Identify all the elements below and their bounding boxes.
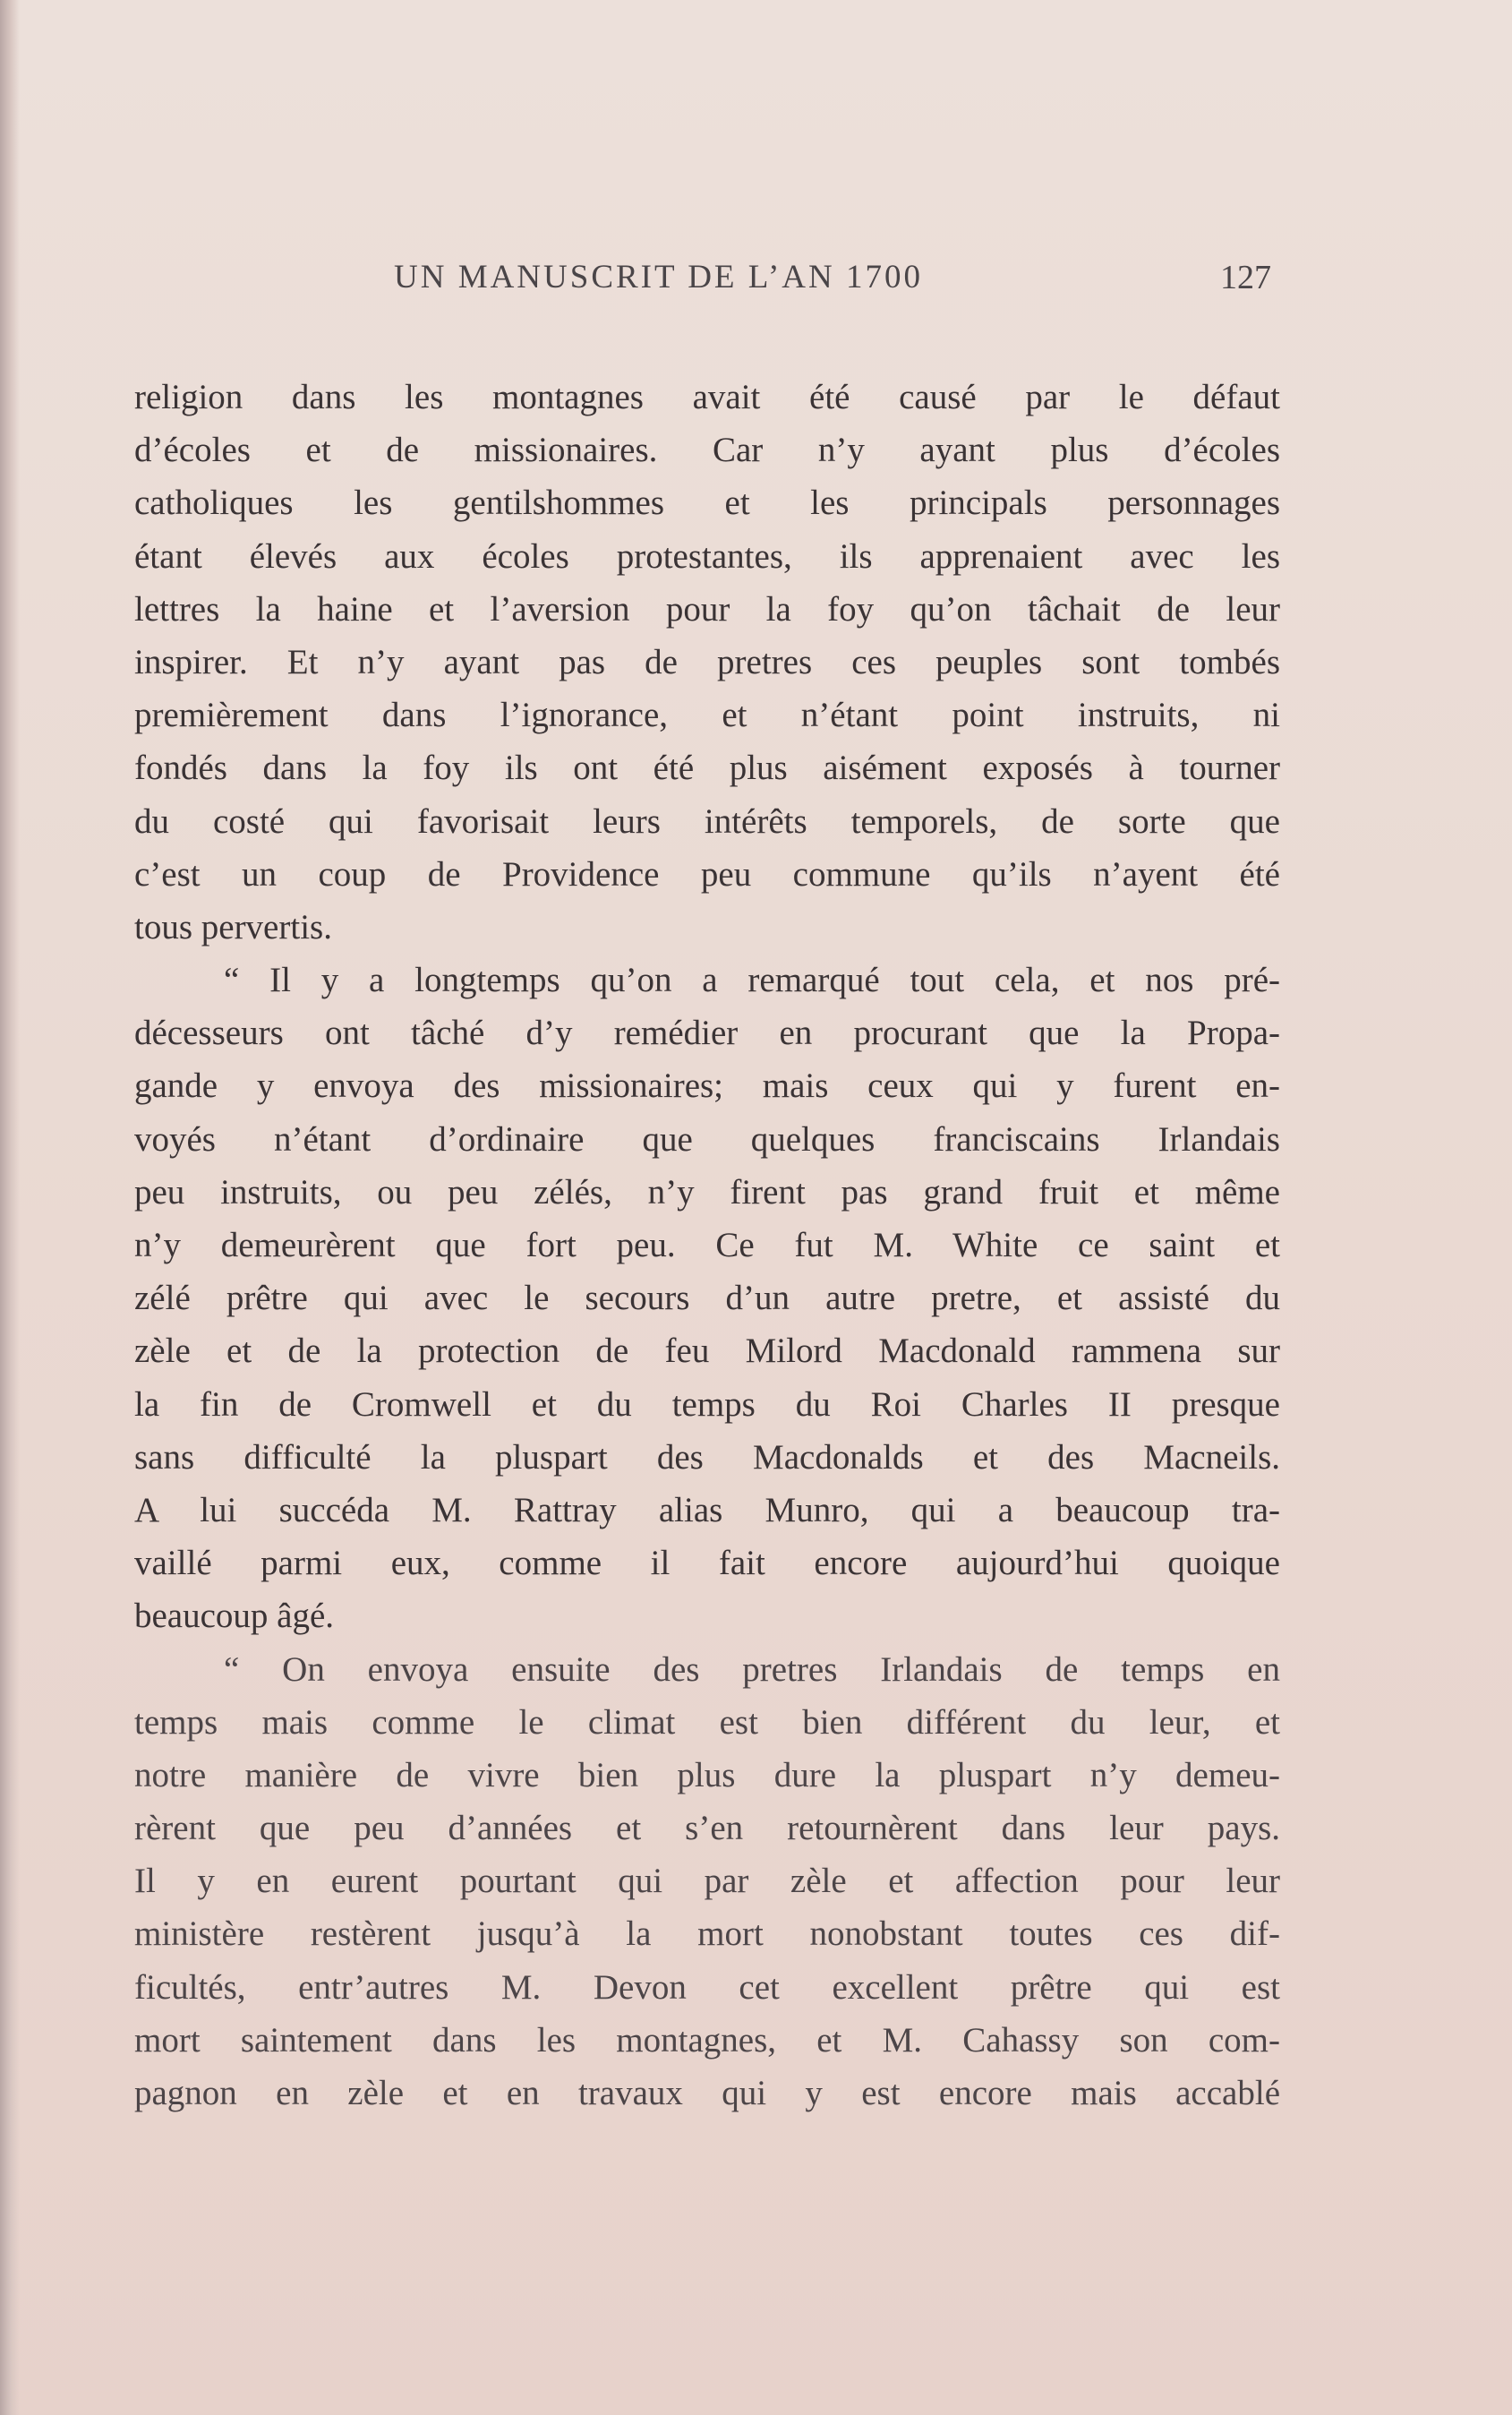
text-line: c’est un coup de Providence peu commune qu’ils n’ayent été xyxy=(134,854,1280,894)
text-line: religion dans les montagnes avait été causé par le défaut xyxy=(134,378,1280,416)
text-line: premièrement dans l’ignorance, et n’étant point instruits, ni xyxy=(134,696,1280,735)
text-line: fondés dans la foy ils ont été plus aisément exposés à tourner xyxy=(134,749,1280,788)
text-line: décesseurs ont tâché d’y remédier en procurant que la Propa- xyxy=(134,1014,1280,1053)
page-number: 127 xyxy=(1220,259,1271,296)
text-line: Il y en eurent pourtant qui par zèle et affection pour leur xyxy=(134,1862,1280,1901)
text-line: temps mais comme le climat est bien différent du leur, et xyxy=(134,1702,1280,1742)
text-line-paragraph-start: “ Il y a longtemps qu’on a remarqué tout cela, et nos pré- xyxy=(224,961,1280,1000)
text-line-paragraph-end: beaucoup âgé. xyxy=(134,1597,335,1636)
text-line: zèle et de la protection de feu Milord Macdonald rammena sur xyxy=(134,1332,1280,1371)
text-line: étant élevés aux écoles protestantes, ils apprenaient avec les xyxy=(134,536,1280,576)
text-line: pagnon en zèle et en travaux qui y est encore mais accablé xyxy=(134,2074,1280,2112)
text-line: rèrent que peu d’années et s’en retournèrent dans leur pays. xyxy=(134,1809,1280,1848)
text-line: peu instruits, ou peu zélés, n’y firent pas grand fruit et même xyxy=(134,1172,1280,1212)
text-line-paragraph-end: tous pervertis. xyxy=(134,907,332,946)
body-text xyxy=(134,371,1280,2120)
text-line: mort saintement dans les montagnes, et M. Cahassy son com- xyxy=(134,2020,1280,2060)
text-line: notre manière de vivre bien plus dure la pluspart n’y demeu- xyxy=(134,1755,1280,1794)
text-line: voyés n’étant d’ordinaire que quelques franciscains Irlandais xyxy=(134,1119,1280,1159)
text-line: ficultés, entr’autres M. Devon cet excellent prêtre qui est xyxy=(134,1967,1280,2007)
text-line: vaillé parmi eux, comme il fait encore aujourd’hui quoique xyxy=(134,1544,1280,1583)
binding-edge xyxy=(0,0,20,2415)
text-line: la fin de Cromwell et du temps du Roi Charles II presque xyxy=(134,1384,1280,1424)
text-line: zélé prêtre qui avec le secours d’un autre pretre, et assisté du xyxy=(134,1279,1280,1318)
text-line: A lui succéda M. Rattray alias Munro, qui a beaucoup tra- xyxy=(134,1490,1280,1529)
text-line: sans difficulté la pluspart des Macdonalds et des Macneils. xyxy=(134,1437,1280,1477)
running-header xyxy=(394,258,1271,301)
text-line: catholiques les gentilshommes et les principals personnages xyxy=(134,484,1280,523)
running-title: UN MANUSCRIT DE L’AN 1700 xyxy=(394,259,923,295)
text-line: lettres la haine et l’aversion pour la foy qu’on tâchait de leur xyxy=(134,589,1280,629)
text-line: gande y envoya des missionaires; mais ceux qui y furent en- xyxy=(134,1066,1280,1106)
text-line-paragraph-start: “ On envoya ensuite des pretres Irlandais de temps en xyxy=(224,1649,1280,1689)
text-line: d’écoles et de missionaires. Car n’y ayant plus d’écoles xyxy=(134,431,1280,470)
text-line: du costé qui favorisait leurs intérêts temporels, de sorte que xyxy=(134,801,1280,841)
text-line: ministère restèrent jusqu’à la mort nonobstant toutes ces dif- xyxy=(134,1914,1280,1954)
text-line: inspirer. Et n’y ayant pas de pretres ces peuples sont tombés xyxy=(134,642,1280,681)
text-line: n’y demeurèrent que fort peu. Ce fut M. White ce saint et xyxy=(134,1226,1280,1264)
